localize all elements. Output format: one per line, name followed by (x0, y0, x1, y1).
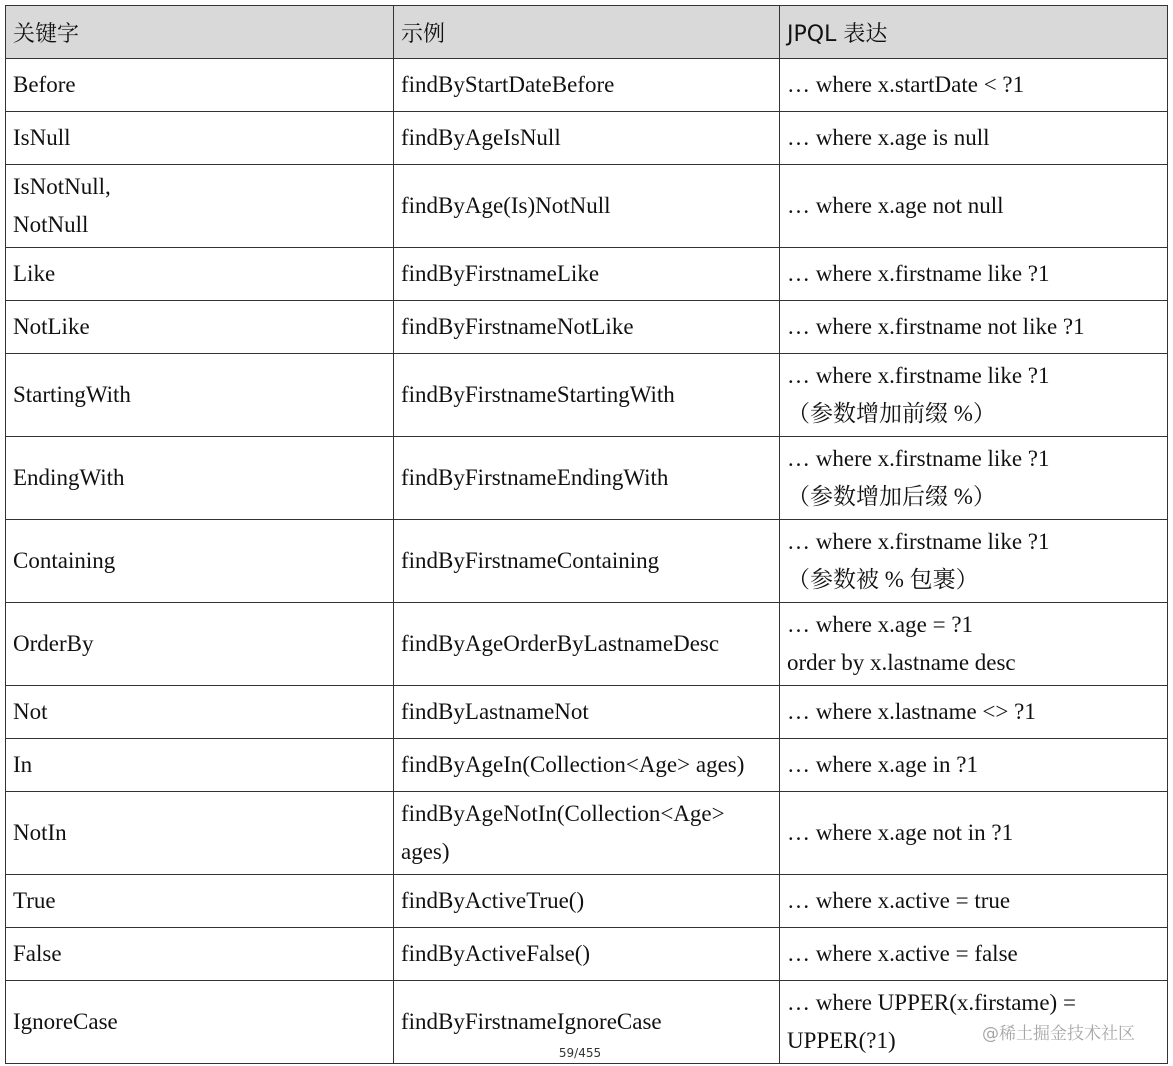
table-row (6, 792, 1168, 875)
example-cell-line: findByFirstnameEndingWith (401, 465, 669, 490)
example-cell (394, 437, 780, 520)
jpql-cell-line: … where x.age = ?1 (787, 612, 974, 637)
example-cell (394, 354, 780, 437)
jpql-cell-line: … where x.age not null (787, 193, 1004, 218)
jpql-cell (780, 520, 1168, 603)
keyword-cell (6, 981, 394, 1064)
table-row (6, 603, 1168, 686)
jpql-cell-line: … where x.age in ?1 (787, 752, 978, 777)
example-cell (394, 603, 780, 686)
table-row (6, 437, 1168, 520)
jpql-cell-line: （参数增加后缀 %） (787, 484, 996, 509)
keyword-cell (6, 248, 394, 301)
keyword-cell-line: Containing (13, 548, 116, 573)
keyword-cell (6, 354, 394, 437)
jpql-cell-line: （参数增加前缀 %） (787, 401, 996, 426)
jpql-keyword-table-page (5, 5, 1167, 1064)
example-cell (394, 739, 780, 792)
keyword-cell-line: Before (13, 72, 76, 97)
keyword-cell (6, 928, 394, 981)
jpql-cell-line: … where x.firstname like ?1 (787, 261, 1050, 286)
keyword-cell-line: EndingWith (13, 465, 125, 490)
example-cell (394, 928, 780, 981)
keyword-cell (6, 112, 394, 165)
jpql-cell-line: … where x.active = true (787, 888, 1011, 913)
keyword-cell-line: Not (13, 699, 48, 724)
example-cell-line: findByAgeOrderByLastnameDesc (401, 631, 720, 656)
keyword-cell-line: NotNull (13, 212, 89, 237)
example-cell (394, 59, 780, 112)
jpql-cell-line: order by x.lastname desc (787, 650, 1016, 675)
table-header-row (6, 6, 1168, 59)
example-cell-line: findByActiveTrue() (401, 888, 585, 913)
jpql-cell (780, 739, 1168, 792)
keyword-cell-line: IsNotNull, (13, 174, 111, 199)
example-cell-line: findByFirstnameNotLike (401, 314, 634, 339)
example-cell-line: findByFirstnameLike (401, 261, 600, 286)
keyword-cell-line: NotIn (13, 820, 67, 845)
table-row (6, 165, 1168, 248)
example-cell (394, 875, 780, 928)
table-body (6, 59, 1168, 1064)
table-row (6, 112, 1168, 165)
keyword-cell (6, 686, 394, 739)
jpql-cell-line: UPPER(?1) (787, 1028, 896, 1053)
keyword-cell (6, 739, 394, 792)
keyword-cell (6, 875, 394, 928)
example-cell (394, 301, 780, 354)
table-row (6, 248, 1168, 301)
example-cell-line: findByAge(Is)NotNull (401, 193, 611, 218)
keyword-cell (6, 165, 394, 248)
table-row (6, 520, 1168, 603)
keyword-cell-line: In (13, 752, 33, 777)
example-cell-line: ages) (401, 839, 450, 864)
example-cell (394, 792, 780, 875)
table-row (6, 354, 1168, 437)
example-cell-line: findByAgeIsNull (401, 125, 561, 150)
example-cell-line: findByFirstnameIgnoreCase (401, 1009, 662, 1034)
jpql-cell-line: … where x.lastname <> ?1 (787, 699, 1036, 724)
jpql-cell (780, 59, 1168, 112)
table-row (6, 875, 1168, 928)
keyword-cell-line: Like (13, 261, 56, 286)
example-cell-line: findByAgeNotIn(Collection<Age> (401, 801, 725, 826)
jpql-cell-line: … where x.age is null (787, 125, 990, 150)
jpql-cell-line: … where x.active = false (787, 941, 1018, 966)
keyword-cell-line: IsNull (13, 125, 71, 150)
jpql-cell-line: … where x.age not in ?1 (787, 820, 1014, 845)
example-cell (394, 112, 780, 165)
jpql-cell-line: … where x.firstname like ?1 (787, 529, 1050, 554)
example-cell-line: findByFirstnameContaining (401, 548, 660, 573)
keyword-cell (6, 301, 394, 354)
keyword-cell-line: NotLike (13, 314, 90, 339)
keyword-cell-line: True (13, 888, 56, 913)
jpql-cell (780, 792, 1168, 875)
example-cell-line: findByFirstnameStartingWith (401, 382, 675, 407)
header-example: 示例 (394, 6, 780, 59)
keyword-cell-line: OrderBy (13, 631, 94, 656)
keyword-cell (6, 520, 394, 603)
jpql-cell (780, 165, 1168, 248)
keyword-cell-line: False (13, 941, 62, 966)
header-keyword: 关键字 (6, 6, 394, 59)
example-cell-line: findByActiveFalse() (401, 941, 591, 966)
jpql-cell (780, 354, 1168, 437)
keyword-cell (6, 59, 394, 112)
jpql-cell (780, 301, 1168, 354)
example-cell (394, 520, 780, 603)
table-row (6, 301, 1168, 354)
jpql-cell-line: … where x.firstname not like ?1 (787, 314, 1085, 339)
jpql-cell (780, 603, 1168, 686)
jpql-cell (780, 686, 1168, 739)
watermark: @稀土掘金技术社区 (982, 1024, 1135, 1044)
jpql-cell-line: … where x.firstname like ?1 (787, 446, 1050, 471)
example-cell (394, 248, 780, 301)
table-row (6, 928, 1168, 981)
example-cell-line: findByStartDateBefore (401, 72, 615, 97)
keyword-cell (6, 792, 394, 875)
jpql-cell (780, 437, 1168, 520)
keyword-cell-line: StartingWith (13, 382, 131, 407)
jpql-keyword-table (5, 5, 1168, 1064)
example-cell-line: findByLastnameNot (401, 699, 589, 724)
jpql-cell-line: … where UPPER(x.firstame) = (787, 990, 1076, 1015)
example-cell (394, 686, 780, 739)
table-row (6, 739, 1168, 792)
keyword-cell-line: IgnoreCase (13, 1009, 118, 1034)
jpql-cell (780, 928, 1168, 981)
jpql-cell (780, 248, 1168, 301)
keyword-cell (6, 437, 394, 520)
example-cell (394, 165, 780, 248)
page-number: 59/455 (558, 1046, 602, 1060)
example-cell-line: findByAgeIn(Collection<Age> ages) (401, 752, 745, 777)
jpql-cell-line: … where x.firstname like ?1 (787, 363, 1050, 388)
table-row (6, 686, 1168, 739)
jpql-cell-line: … where x.startDate < ?1 (787, 72, 1025, 97)
table-row (6, 59, 1168, 112)
header-jpql: JPQL 表达 (780, 6, 1168, 59)
jpql-cell (780, 875, 1168, 928)
jpql-cell (780, 112, 1168, 165)
keyword-cell (6, 603, 394, 686)
jpql-cell-line: （参数被 % 包裹） (787, 567, 979, 592)
